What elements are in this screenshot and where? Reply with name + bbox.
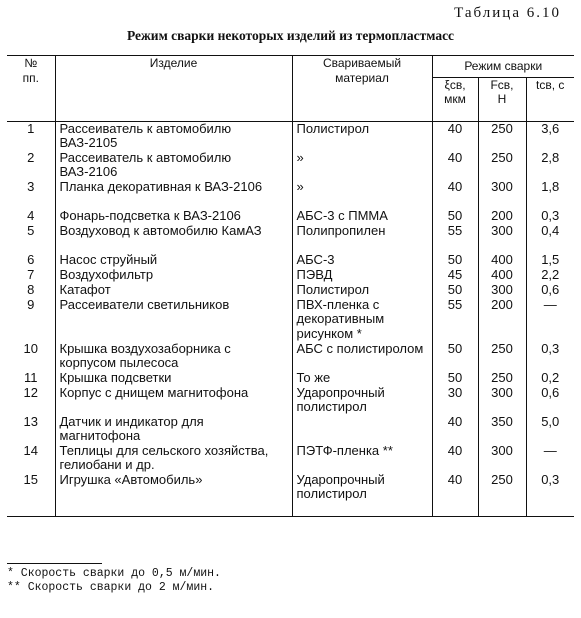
- row-material: [292, 415, 432, 444]
- row-material: АБС с полистиролом: [292, 342, 432, 371]
- row-item: Корпус с днищем магнитофона: [55, 386, 292, 415]
- header-material: Свариваемый материал: [292, 56, 432, 122]
- row-number: 10: [23, 340, 38, 356]
- footnote-1: * Скорость сварки до 0,5 м/мин.: [7, 567, 221, 580]
- row-number: 9: [27, 296, 35, 312]
- row-number: 3: [27, 178, 35, 194]
- table-row: [7, 268, 574, 283]
- row-xi: 40: [432, 473, 478, 517]
- table-row: [7, 224, 574, 253]
- row-number: 7: [27, 266, 35, 282]
- row-number: 2: [27, 149, 35, 165]
- row-time: 1,8: [526, 180, 574, 209]
- row-item: Катафот: [55, 283, 292, 298]
- table-row: [7, 371, 574, 386]
- row-item: Датчик и индикатор для магнитофона: [55, 415, 292, 444]
- row-xi: 40: [432, 444, 478, 473]
- row-number: 6: [27, 251, 35, 267]
- row-number: 1: [27, 120, 35, 136]
- row-material: ПЭВД: [292, 268, 432, 283]
- row-force: 250: [478, 121, 526, 151]
- row-time: 0,3: [526, 342, 574, 371]
- row-item: Фонарь-подсветка к ВАЗ-2106: [55, 209, 292, 224]
- header-t: tсв, с: [526, 77, 574, 121]
- row-item: Планка декоративная к ВАЗ-2106: [55, 180, 292, 209]
- row-material: То же: [292, 371, 432, 386]
- row-time: 0,4: [526, 224, 574, 253]
- table-row: [7, 283, 574, 298]
- row-force: 250: [478, 151, 526, 180]
- table-row: [7, 180, 574, 209]
- row-item: Рассеиватель к автомобилю ВАЗ-2105: [55, 121, 292, 151]
- header-item: Изделие: [55, 56, 292, 122]
- row-material: АБС-3 с ПММА: [292, 209, 432, 224]
- row-item: Рассеиватель к автомобилю ВАЗ-2106: [55, 151, 292, 180]
- header-num: № пп.: [7, 56, 55, 122]
- table-row: [7, 444, 574, 473]
- row-xi: 55: [432, 298, 478, 342]
- row-time: 5,0: [526, 415, 574, 444]
- row-number: 15: [23, 471, 38, 487]
- row-item: Воздуховод к автомобилю КамАЗ: [55, 224, 292, 253]
- row-force: 250: [478, 473, 526, 517]
- row-time: 0,3: [526, 473, 574, 517]
- row-item: Теплицы для сельского хозяйства, гелиобани и др.: [55, 444, 292, 473]
- row-material: Полистирол: [292, 121, 432, 151]
- row-force: 350: [478, 415, 526, 444]
- header-f: Fсв, Н: [478, 77, 526, 121]
- footnotes: [7, 563, 221, 595]
- row-time: 2,2: [526, 268, 574, 283]
- row-material: Полипропилен: [292, 224, 432, 253]
- row-item: Крышка воздухозаборника с корпусом пылесоса: [55, 342, 292, 371]
- row-material: »: [292, 151, 432, 180]
- row-force: 300: [478, 444, 526, 473]
- row-xi: 50: [432, 342, 478, 371]
- row-xi: 55: [432, 224, 478, 253]
- row-time: 2,8: [526, 151, 574, 180]
- row-force: 400: [478, 268, 526, 283]
- table-row: [7, 151, 574, 180]
- row-force: 200: [478, 209, 526, 224]
- row-xi: 50: [432, 371, 478, 386]
- table-row: [7, 473, 574, 517]
- row-xi: 50: [432, 209, 478, 224]
- table-row: [7, 386, 574, 415]
- table-row: [7, 121, 574, 151]
- welding-mode-table: [7, 55, 574, 517]
- header-mode: Режим сварки: [432, 56, 574, 78]
- footnote-rule: [7, 563, 102, 564]
- row-force: 300: [478, 283, 526, 298]
- row-xi: 40: [432, 415, 478, 444]
- row-number: 4: [27, 207, 35, 223]
- row-material: АБС-3: [292, 253, 432, 268]
- row-time: 3,6: [526, 121, 574, 151]
- row-xi: 50: [432, 283, 478, 298]
- table-row: [7, 415, 574, 444]
- row-time: 0,6: [526, 283, 574, 298]
- row-time: 0,2: [526, 371, 574, 386]
- row-material: ПЭТФ-пленка **: [292, 444, 432, 473]
- row-xi: 45: [432, 268, 478, 283]
- row-number: 8: [27, 281, 35, 297]
- table-row: [7, 209, 574, 224]
- table-row: [7, 342, 574, 371]
- row-time: 1,5: [526, 253, 574, 268]
- row-xi: 40: [432, 180, 478, 209]
- row-force: 200: [478, 298, 526, 342]
- row-force: 300: [478, 386, 526, 415]
- row-time: —: [526, 444, 574, 473]
- row-item: Рассеиватели светильников: [55, 298, 292, 342]
- row-xi: 40: [432, 121, 478, 151]
- row-force: 250: [478, 371, 526, 386]
- row-material: Ударопрочный полистирол: [292, 473, 432, 517]
- row-item: Крышка подсветки: [55, 371, 292, 386]
- row-xi: 30: [432, 386, 478, 415]
- row-number: 13: [23, 413, 38, 429]
- table-body: [7, 121, 574, 517]
- row-item: Насос струйный: [55, 253, 292, 268]
- row-time: 0,6: [526, 386, 574, 415]
- row-material: »: [292, 180, 432, 209]
- row-force: 300: [478, 224, 526, 253]
- header-xi: ξсв, мкм: [432, 77, 478, 121]
- row-number: 14: [23, 442, 38, 458]
- row-item: Воздухофильтр: [55, 268, 292, 283]
- row-material: ПВХ-пленка с декоративным рисунком *: [292, 298, 432, 342]
- table-row: [7, 253, 574, 268]
- row-number: 5: [27, 222, 35, 238]
- row-item: Игрушка «Автомобиль»: [55, 473, 292, 517]
- footnote-2: ** Скорость сварки до 2 м/мин.: [7, 581, 215, 594]
- row-material: Полистирол: [292, 283, 432, 298]
- table-title: Режим сварки некоторых изделий из термопластмасс: [126, 28, 455, 43]
- row-material: Ударопрочный полистирол: [292, 386, 432, 415]
- row-xi: 50: [432, 253, 478, 268]
- row-force: 250: [478, 342, 526, 371]
- row-xi: 40: [432, 151, 478, 180]
- row-time: —: [526, 298, 574, 342]
- row-force: 300: [478, 180, 526, 209]
- row-number: 11: [24, 369, 38, 385]
- row-force: 400: [478, 253, 526, 268]
- table-row: [7, 298, 574, 342]
- row-number: 12: [23, 384, 38, 400]
- table-number: Таблица 6.10: [454, 5, 561, 21]
- row-time: 0,3: [526, 209, 574, 224]
